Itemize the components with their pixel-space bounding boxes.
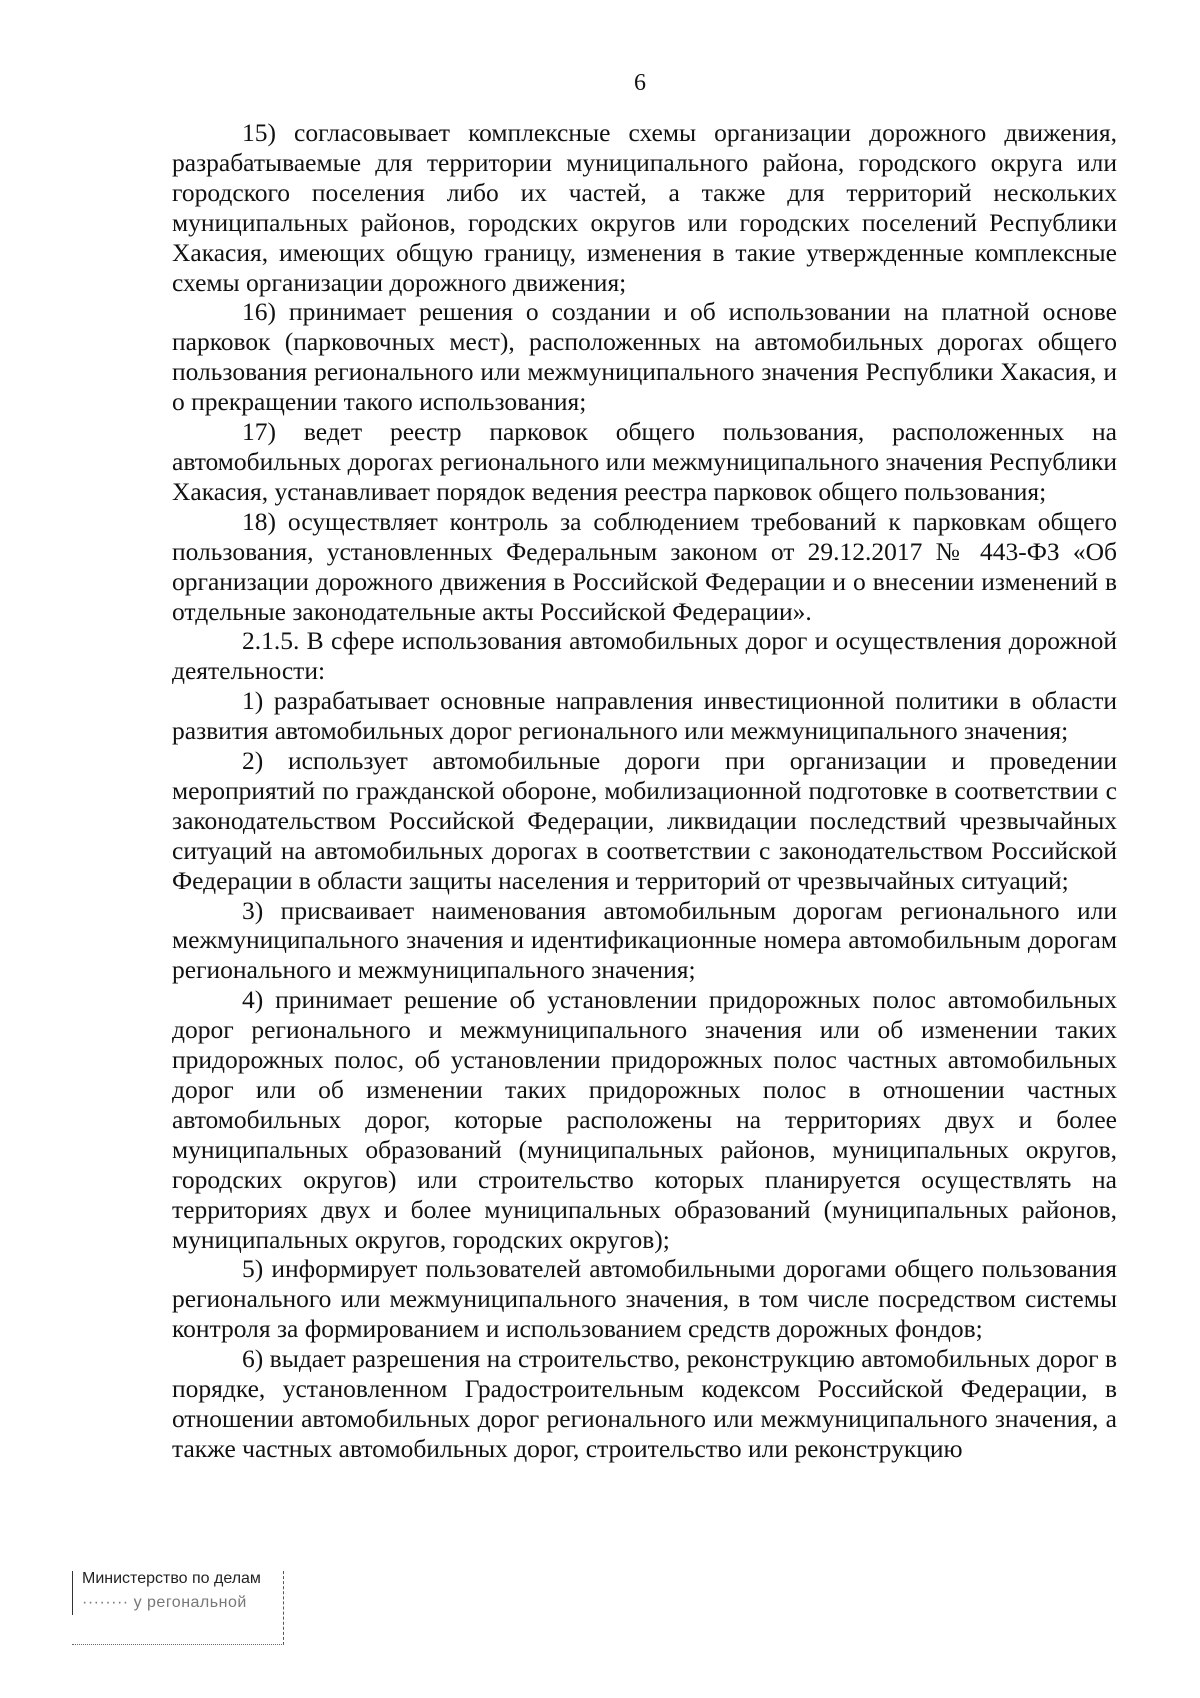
paragraph-item-4: 4) принимает решение об установлении придорожных полос автомобильных дорог регионального и межмуниципального значения или об изменении таких придорожных полос, об установлении придорожных полос частных автомобильных дорог или об изменении таких придорожных полос в отношении частных автомобильных дорог, которые расположены на территориях двух и более муниципальных образований (муниципальных районов, муниципальных округов, городских округов) или строительство которых планируется осуществлять на территориях двух и более муниципальных образований (муниципальных районов, муниципальных округов, городских округов); [172, 985, 1117, 1254]
document-body [172, 118, 1117, 1464]
paragraph-item-17: 17) ведет реестр парковок общего пользования, расположенных на автомобильных дорогах регионального или межмуниципального значения Республики Хакасия, устанавливает порядок ведения реестра парковок общего пользования; [172, 417, 1117, 506]
paragraph-item-6: 6) выдает разрешения на строительство, реконструкцию автомобильных дорог в порядке, установленном Градостроительным кодексом Российской Федерации, в отношении автомобильных дорог регионального или межмуниципального значения, а также частных автомобильных дорог, строительство или реконструкцию [172, 1344, 1117, 1463]
paragraph-item-18: 18) осуществляет контроль за соблюдением требований к парковкам общего пользования, установленных Федеральным законом от 29.12.2017 № 443-ФЗ «Об организации дорожного движения в Российской Федерации и о внесении изменений в отдельные законодательные акты Российской Федерации». [172, 506, 1117, 626]
stamp-text-line2: ········ у регональной [82, 1594, 247, 1611]
paragraph-item-16: 16) принимает решения о создании и об использовании на платной основе парковок (парковочных мест), расположенных на автомобильных дорогах общего пользования регионального или межмуниципального значения Республики Хакасия, и о прекращении такого использования; [172, 297, 1117, 417]
stamp-border-bottom [72, 1644, 284, 1645]
page-number: 6 [634, 70, 646, 96]
stamp-border-right [283, 1571, 284, 1645]
paragraph-item-2: 2) использует автомобильные дороги при организации и проведении мероприятий по гражданской обороне, мобилизационной подготовке в соответствии с законодательством Российской Федерации, ликвидации последствий чрезвычайных ситуаций на автомобильных дорогах в соответствии с законодательством Российской Федерации в области защиты населения и территорий от чрезвычайных ситуаций; [172, 746, 1117, 895]
stamp-text-line1: Министерство по делам [82, 1570, 261, 1587]
paragraph-item-3: 3) присваивает наименования автомобильным дорогам регионального или межмуниципального значения и идентификационные номера автомобильным дорогам регионального и межмуниципального значения; [172, 895, 1117, 985]
stamp-border-left [72, 1571, 73, 1615]
paragraph-item-15: 15) согласовывает комплексные схемы организации дорожного движения, разрабатываемые для территории муниципального района, городского округа или городского поселения либо их частей, а также для территорий нескольких муниципальных районов, городских округов или городских поселений Республики Хакасия, имеющих общую границу, изменения в такие утвержденные комплексные схемы организации дорожного движения; [172, 118, 1117, 297]
paragraph-item-1: 1) разрабатывает основные направления инвестиционной политики в области развития автомобильных дорог регионального или межмуниципального значения; [172, 686, 1117, 746]
paragraph-item-5: 5) информирует пользователей автомобильными дорогами общего пользования регионального или межмуниципального значения, в том числе посредством системы контроля за формированием и использованием средств дорожных фондов; [172, 1254, 1117, 1344]
ministry-stamp [72, 1569, 284, 1645]
section-heading-2-1-5: 2.1.5. В сфере использования автомобильных дорог и осуществления дорожной деятельности: [172, 626, 1117, 686]
